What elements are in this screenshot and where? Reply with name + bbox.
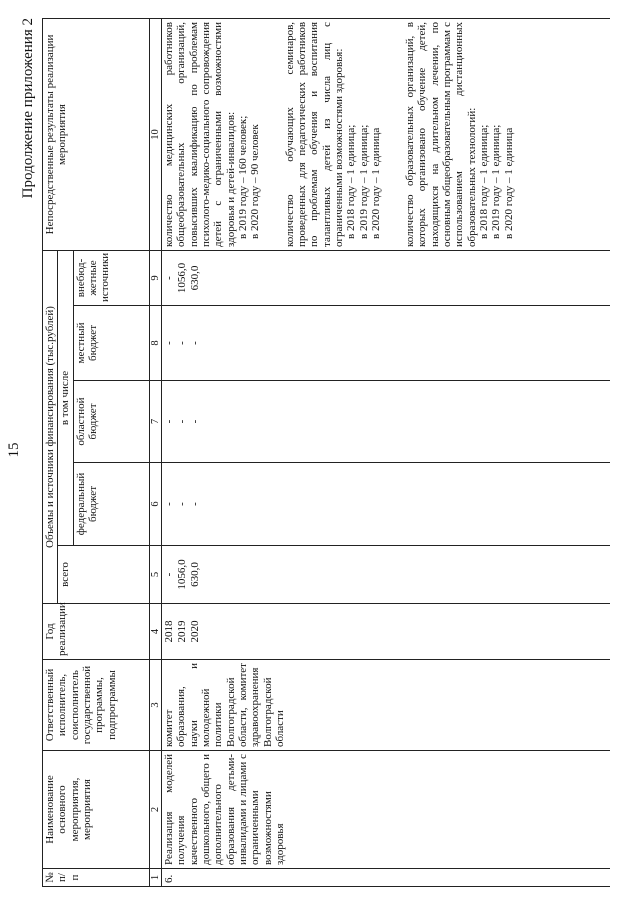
header-regional: областной бюджет [73, 381, 149, 463]
regional-value: - [176, 419, 189, 424]
column-number: 6 [149, 463, 162, 546]
extra-value: 630,0 [189, 265, 202, 291]
extra-value: - [163, 276, 176, 280]
result-block [284, 22, 383, 247]
header-row-1 [43, 18, 58, 886]
regional-value: - [189, 419, 202, 424]
column-number: 7 [149, 381, 162, 463]
result-item: в 2020 году – 1 единица [502, 127, 515, 239]
column-number: 5 [149, 546, 162, 604]
column-number: 9 [149, 250, 162, 305]
header-results: Непосредственные результаты реализации мероприятия [43, 18, 150, 250]
result-item: в 2018 году – 1 единица; [478, 124, 491, 239]
header-extra: внебюд-жетные источники [73, 250, 149, 305]
total-value: 630,0 [189, 562, 202, 587]
total-value: - [163, 572, 176, 577]
header-local: местный бюджет [73, 306, 149, 381]
page-number: 15 [6, 442, 22, 458]
header-federal: федеральный бюджет [73, 463, 149, 546]
table-row [162, 18, 610, 886]
local-cell [162, 306, 610, 381]
local-value: - [176, 341, 189, 345]
regional-value: - [163, 419, 176, 424]
result-text: количество обучающих семинаров, проведенных для педагогических работников по проблемам обучения и воспитания талантливых детей из числа лиц с ограниченными возможностями здоровья: [283, 21, 345, 247]
total-value: 1056,0 [176, 559, 189, 590]
continuation-label: Продолжение приложения 2 [20, 18, 36, 199]
federal-value: - [163, 502, 176, 506]
result-item: в 2018 году – 1 единица; [345, 124, 358, 239]
extra-value: 1056,0 [176, 262, 189, 294]
result-item: в 2020 году – 1 единица [369, 127, 382, 239]
result-item: в 2019 году – 160 человек; [237, 115, 250, 239]
result-item: в 2020 году – 90 человек [249, 124, 262, 239]
header-including: в том числе [58, 250, 73, 545]
result-block [163, 22, 262, 247]
extra-cell [162, 250, 610, 305]
local-value: - [189, 341, 202, 345]
header-executor: Ответственный исполнитель, соисполнитель государственной программы, подпрограммы [43, 660, 150, 751]
column-number: 2 [149, 751, 162, 869]
result-item: в 2019 году – 1 единица; [490, 124, 503, 239]
year-value: 2018 [163, 620, 176, 643]
header-name: Наименование основного мероприятия, мероприятия [43, 751, 150, 869]
header-year: Год реализации [43, 604, 150, 660]
federal-value: - [189, 502, 202, 506]
total-cell [162, 546, 610, 604]
column-number: 8 [149, 306, 162, 381]
result-text: количество медицинских работников общеобразовательных организаций, повысивших квалификацию по проблемам психолого-медико-социального сопровождения детей с ограниченными возможностями здоровья и детей-инвалидов: [163, 21, 237, 247]
header-number: № п/п [43, 869, 150, 887]
header-funding-group: Объемы и источники финансирования (тыс.рублей) [43, 250, 58, 603]
header-total: всего [58, 546, 149, 604]
local-value: - [163, 341, 176, 345]
federal-value: - [176, 502, 189, 506]
event-name: Реализация моделей получения качественного дошкольного, общего и дополнительного образования детьми-инвалидами и лицами с ограниченными возможностями здоровья [162, 751, 610, 869]
year-value: 2020 [189, 620, 202, 643]
column-number: 1 [149, 869, 162, 887]
column-number: 4 [149, 604, 162, 660]
result-text: количество образовательных организаций, в которых организовано обучение детей, находящихся на длительном лечении, по основным общеобразовательным программам с использованием дистанционных образовательных технологий: [404, 21, 478, 247]
column-number: 10 [149, 18, 162, 250]
years-cell [162, 604, 610, 660]
row-number: 6. [162, 869, 610, 887]
results-cell [162, 18, 610, 250]
year-value: 2019 [176, 620, 189, 643]
regional-cell [162, 381, 610, 463]
program-table [42, 18, 610, 887]
executor-name: комитет образования, науки и молодежной политики Волгоградской области, комитет здравоохранения Волгоградской области [162, 660, 610, 751]
result-block [404, 22, 515, 247]
column-number-row [149, 18, 162, 886]
federal-cell [162, 463, 610, 546]
result-item: в 2019 году – 1 единица; [357, 124, 370, 239]
column-number: 3 [149, 660, 162, 751]
